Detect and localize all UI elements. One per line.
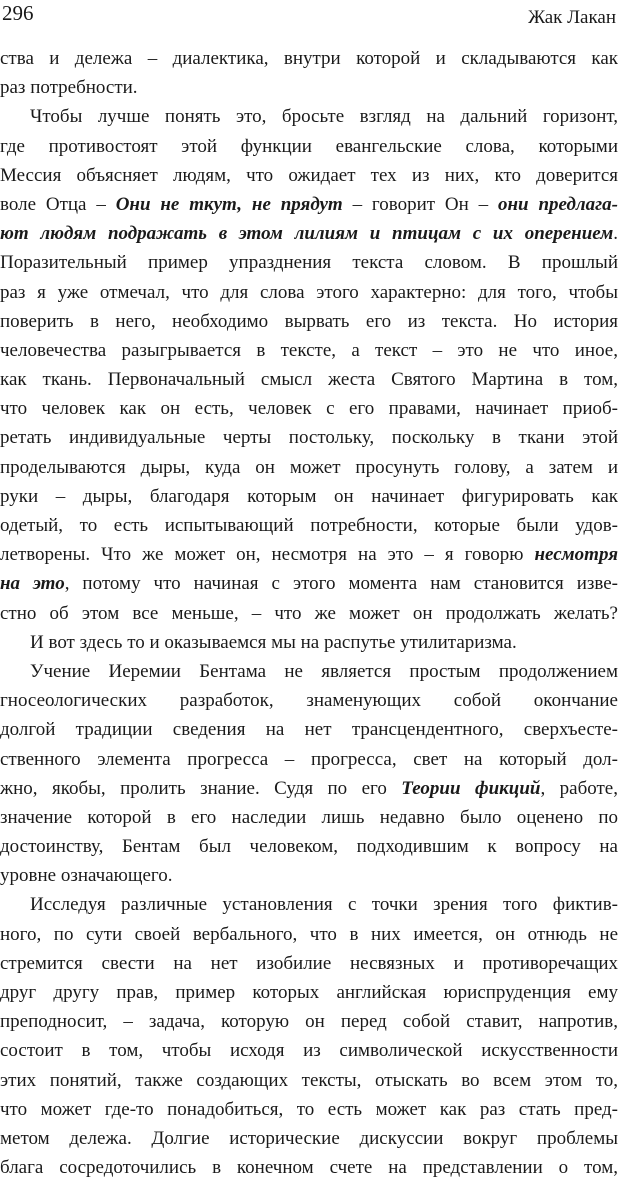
text-fragment: – говорит Он –	[342, 193, 498, 215]
text-line	[0, 774, 618, 803]
text-line: проделываются дыры, куда он может просунуть голову, а затем и	[0, 456, 618, 478]
text-line	[0, 219, 618, 248]
text-line: стремится свести на нет изобилие несвязных и противоречащих	[0, 952, 618, 974]
italic-emphasis: на это	[0, 573, 65, 595]
text-line: блага сосредоточились в конечном счете на представлении о том,	[0, 1157, 618, 1179]
text-fragment: жно, якобы, пролить знание. Судя по его	[0, 777, 402, 799]
text-line: долгой традиции сведения на нет трансцендентного, сверхъесте-	[0, 719, 618, 741]
running-head: Жак Лакан	[528, 7, 616, 28]
text-line: как ткань. Первоначальный смысл жеста Святого Мартина в том,	[0, 369, 618, 391]
text-line: ства и дележа – диалектика, внутри которой и складываются как	[0, 48, 618, 69]
text-line: поверить в него, необходимо вырвать его из текста. Но история	[0, 310, 618, 332]
italic-emphasis: несмотря	[534, 544, 618, 566]
text-line: значение которой в его наследии лишь недавно было оценено по	[0, 806, 618, 828]
text-line: ретать индивидуальные черты постольку, поскольку в ткани этой	[0, 427, 618, 449]
text-line	[0, 569, 618, 598]
text-line: друг другу прав, пример которых английская юриспруденция ему	[0, 982, 618, 1003]
italic-emphasis: Теории фикций	[401, 777, 541, 799]
text-line: Исследуя различные установления с точки зрения того фиктив-	[30, 894, 618, 916]
italic-emphasis: они предлага-	[497, 193, 618, 215]
text-line: человечества разыгрывается в тексте, а текст – это не что иное,	[0, 339, 618, 361]
page-number: 296	[2, 1, 34, 25]
text-line: Чтобы лучше понять это, бросьте взгляд на дальний горизонт,	[30, 106, 618, 128]
text-fragment: .	[613, 223, 618, 245]
text-line	[0, 540, 618, 569]
text-fragment: , работе,	[540, 777, 618, 799]
body-text	[0, 44, 618, 1182]
text-line	[0, 190, 618, 219]
text-line: где противостоят этой функции евангельские слова, которыми	[0, 135, 618, 157]
text-line: Мессия объясняет людям, что ожидает тех из них, кто доверится	[0, 164, 618, 186]
text-fragment: воле Отца –	[0, 193, 116, 215]
text-line: достоинству, Бентам был человеком, подходившим к вопросу на	[0, 836, 618, 858]
text-line: метом дележа. Долгие исторические дискуссии вокруг проблемы	[0, 1127, 618, 1149]
text-line: Поразительный пример упразднения текста словом. В прошлый	[0, 252, 618, 274]
text-line: стно об этом все меньше, – что же может он продолжать желать?	[0, 602, 618, 624]
text-line: раз я уже отмечал, что для слова этого характерно: для того, чтобы	[0, 281, 618, 303]
text-line: состоит в том, чтобы исходя из символической искусственности	[0, 1040, 618, 1062]
page-header	[0, 0, 620, 36]
text-line: И вот здесь то и оказываемся мы на распутье утилитаризма.	[30, 631, 517, 653]
text-line: Учение Иеремии Бентама не является простым продолжением	[30, 660, 618, 682]
text-line: ного, по сути своей вербального, что в них имеется, он отнюдь не	[0, 923, 618, 945]
text-line: руки – дыры, благодаря которым он начинает фигурировать как	[0, 485, 618, 507]
text-line: что может где-то понадобиться, то есть может как раз стать пред-	[0, 1098, 618, 1120]
text-line: одетый, то есть испытывающий потребности, которые были удов-	[0, 515, 618, 536]
text-line: раз потребности.	[0, 77, 138, 99]
text-line: гносеологических разработок, знаменующих собой окончание	[0, 690, 618, 712]
text-fragment: летворены. Что же может он, несмотря на это – я говорю	[0, 544, 535, 566]
text-line: ственного элемента прогресса – прогресса, свет на который дол-	[0, 748, 618, 770]
text-fragment: , потому что начиная с этого момента нам становится изве-	[64, 573, 618, 595]
italic-emphasis: Они не ткут, не прядут	[115, 193, 343, 215]
text-line: этих понятий, также создающих тексты, отыскать во всем этом то,	[0, 1069, 618, 1091]
text-line: преподносит, – задача, которую он перед собой ставит, напротив,	[0, 1011, 618, 1033]
italic-emphasis: ют людям подражать в этом лилиям и птицам с их оперением	[0, 223, 614, 245]
text-line: уровне означающего.	[0, 865, 173, 887]
text-line: что человек как он есть, человек с его правами, начинает приоб-	[0, 398, 618, 420]
